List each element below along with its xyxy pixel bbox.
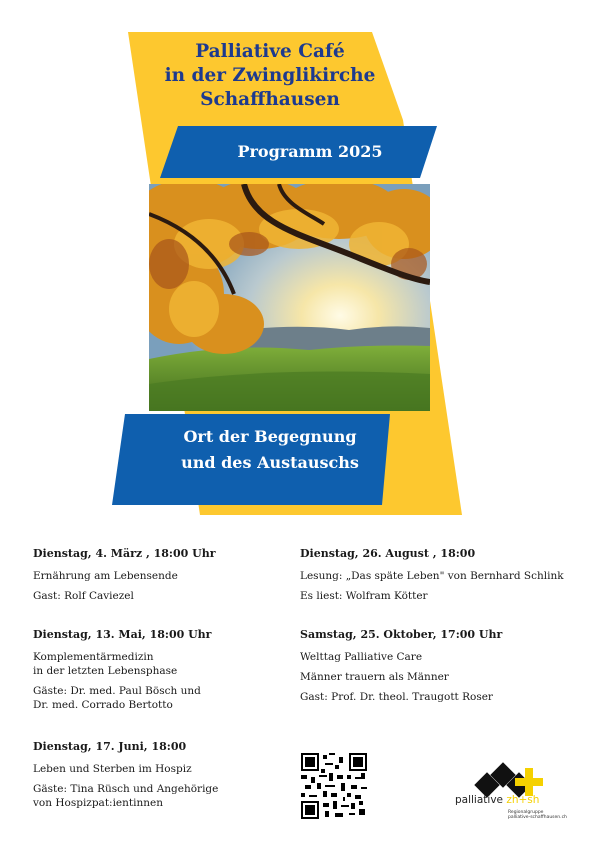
event-date: Dienstag, 13. Mai, 18:00 Uhr bbox=[33, 628, 212, 641]
event-topic: Leben und Sterben im Hospiz bbox=[33, 763, 192, 775]
autumn-tree-photo bbox=[149, 184, 430, 411]
logo-wordmark bbox=[455, 794, 539, 806]
tagline-line-1: Ort der Begegnung bbox=[183, 427, 357, 446]
event-topic-cont: in der letzten Lebensphase bbox=[33, 665, 178, 677]
event-topic: Komplementärmedizin bbox=[33, 651, 154, 663]
event-topic-2: Männer trauern als Männer bbox=[300, 671, 449, 683]
logo-sub-line-1: Regionalgruppe bbox=[508, 810, 544, 815]
program-label: Programm 2025 bbox=[237, 142, 383, 161]
event-date: Dienstag, 4. März , 18:00 Uhr bbox=[33, 547, 216, 560]
title-line-2: in der Zwinglikirche bbox=[164, 65, 376, 86]
event-left-1 bbox=[33, 547, 303, 609]
event-guest-cont: Dr. med. Corrado Bertotto bbox=[33, 699, 173, 711]
event-date: Samstag, 25. Oktober, 17:00 Uhr bbox=[300, 628, 503, 641]
event-topic: Welttag Palliative Care bbox=[300, 651, 423, 663]
event-topic: Lesung: „Das späte Leben" von Bernhard Schlink bbox=[300, 570, 564, 582]
tagline-line-2: und des Austauschs bbox=[181, 453, 359, 472]
title-line-3: Schaffhausen bbox=[200, 89, 340, 110]
logo-sub-line-2: palliative-schaffhausen.ch bbox=[508, 815, 567, 820]
event-left-2 bbox=[33, 628, 303, 718]
event-guest: Gast: Prof. Dr. theol. Traugott Roser bbox=[300, 691, 493, 703]
event-right-2 bbox=[300, 628, 570, 710]
event-date: Dienstag, 26. August , 18:00 bbox=[300, 547, 476, 560]
logo-word: palliative bbox=[455, 794, 503, 806]
event-guest-cont: von Hospizpat:ientinnen bbox=[33, 797, 163, 809]
event-date: Dienstag, 17. Juni, 18:00 bbox=[33, 740, 187, 753]
event-guest: Gäste: Dr. med. Paul Bösch und bbox=[33, 685, 201, 697]
event-guest: Gast: Rolf Caviezel bbox=[33, 590, 134, 602]
event-topic: Ernährung am Lebensende bbox=[33, 570, 178, 582]
event-guest: Gäste: Tina Rüsch und Angehörige bbox=[33, 783, 219, 795]
event-left-3 bbox=[33, 740, 303, 816]
event-right-1 bbox=[300, 547, 570, 609]
logo-suffix: zh+sh bbox=[506, 794, 540, 806]
qr-code[interactable] bbox=[301, 753, 367, 819]
event-guest: Es liest: Wolfram Kötter bbox=[300, 590, 428, 602]
title-line-1: Palliative Café bbox=[195, 41, 345, 62]
